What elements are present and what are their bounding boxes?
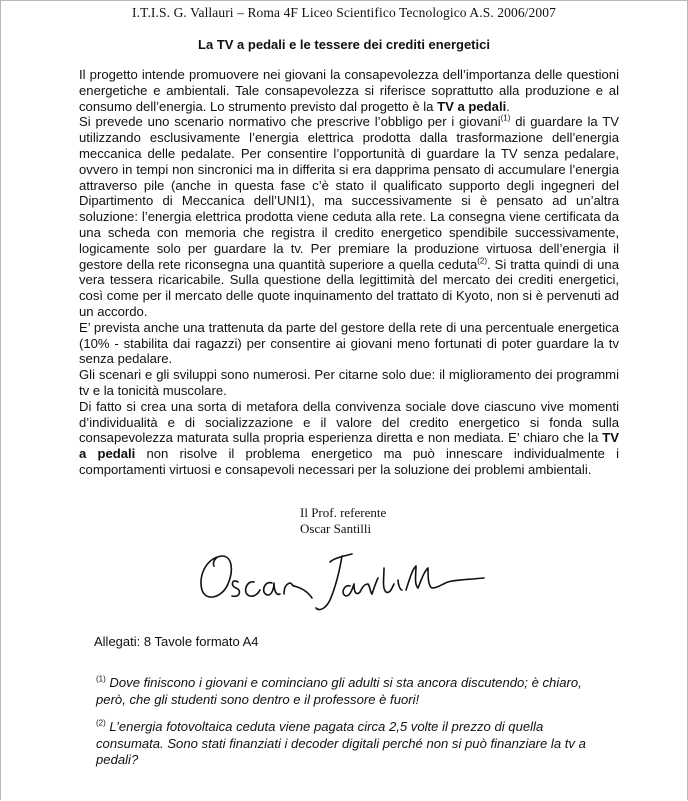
paragraph-1 <box>79 67 619 114</box>
footnotes <box>96 675 601 780</box>
footnote-2-text: L’energia fotovoltaica ceduta viene pagata circa 2,5 volte il prezzo di quella consumata. Sono stati finanziati i decoder digitali perché non si può finanziare la tv a pedali? <box>96 719 586 767</box>
attachments-line: Allegati: 8 Tavole formato A4 <box>94 634 259 649</box>
paragraph-4: Gli scenari e gli sviluppi sono numerosi. Per citarne solo due: il miglioramento dei programmi tv e la tonicità muscolare. <box>79 367 619 398</box>
paragraph-1-text: Il progetto intende promuovere nei giovani la consapevolezza dell’importanza delle questioni energetiche e ambientali. Tale consapevolezza si riferisce soprattutto alla produzione e al consumo dell’energia. Lo strumento previsto dal progetto è la <box>79 67 619 114</box>
paragraph-5 <box>79 399 619 478</box>
document-header: I.T.I.S. G. Vallauri – Roma 4F Liceo Scientifico Tecnologico A.S. 2006/2007 <box>132 5 556 20</box>
footnote-ref-1: (1) <box>500 114 511 124</box>
tv-a-pedali-emphasis-2: TV a pedali <box>79 430 619 462</box>
signature-icon <box>192 538 492 628</box>
paragraph-3: E’ prevista anche una trattenuta da parte del gestore della rete di una percentuale energetica (10% - stabilita dai ragazzi) per consentire ai giovani meno fortunati di poter guardare la tv senza pedalare. <box>79 319 619 367</box>
paragraph-2-text-c: . Si tratta quindi di una vera tessera ricaricabile. Sulla questione della legittimità del mercato dei crediti energetici, così come per il mercato delle quote inquinamento del trattato di Kyoto, non si è pervenuti ad un accordo. <box>79 256 619 319</box>
paragraph-5-text-a: Di fatto si crea una sorta di metafora della convivenza sociale dove ciascuno vive momenti d’individualità e di socializzazione e il valore del credito energetico si fonda sulla consapevolezza maturata sulla propria esperienza diretta e non mediata. E’ chiaro che la <box>79 398 619 446</box>
paragraph-2-text-b: di guardare la TV utilizzando esclusivamente l’energia elettrica prodotta dalla trasformazione dell’energia meccanica delle pedalate. Per consentire l’opportunità di guardare la TV senza pedalare, ovvero in tempi non sincronici ma in differita si era dapprima pensato di accumulare l’energia attraverso pile (anche in questa fase c’è stato il qualificato supporto degli ingegneri del Dipartimento di Meccanica dell’UNI1), ma successivamente si è pensato ad un’altra soluzione: l’energia elettrica prodotta viene ceduta alla rete. La consegna viene certificata da una scheda con memoria che registra il credito energetico spendibile successivamente, logicamente solo per guardare la tv. Per premiare la produzione virtuosa dell’energia il gestore della rete riconsegna una quantità superiore a quella ceduta <box>79 114 619 272</box>
footnote-2 <box>96 719 601 769</box>
footnote-1 <box>96 675 601 708</box>
document-title: La TV a pedali e le tessere dei crediti energetici <box>198 37 490 52</box>
paragraph-1-end: . <box>506 98 510 114</box>
paragraph-2 <box>79 114 619 319</box>
tv-a-pedali-emphasis: TV a pedali <box>437 98 507 114</box>
footnote-ref-2: (2) <box>477 256 488 266</box>
signoff <box>300 505 420 537</box>
document-body <box>79 67 619 478</box>
footnote-2-marker: (2) <box>96 718 106 728</box>
paragraph-2-text-a: Si prevede uno scenario normativo che prescrive l’obbligo per i giovani <box>79 114 501 130</box>
footnote-1-text: Dove finiscono i giovani e cominciano gli adulti si sta ancora discutendo; è chiaro, però, che gli studenti sono dentro e il professore è fuori! <box>96 675 582 707</box>
footnote-1-marker: (1) <box>96 674 106 684</box>
signoff-name: Oscar Santilli <box>300 521 372 536</box>
paragraph-5-text-b: non risolve il problema energetico ma può innescare individualmente i comportamenti virtuosi e consapevoli necessari per la soluzione dei problemi ambientali. <box>79 446 619 477</box>
signoff-role: Il Prof. referente <box>300 505 387 520</box>
